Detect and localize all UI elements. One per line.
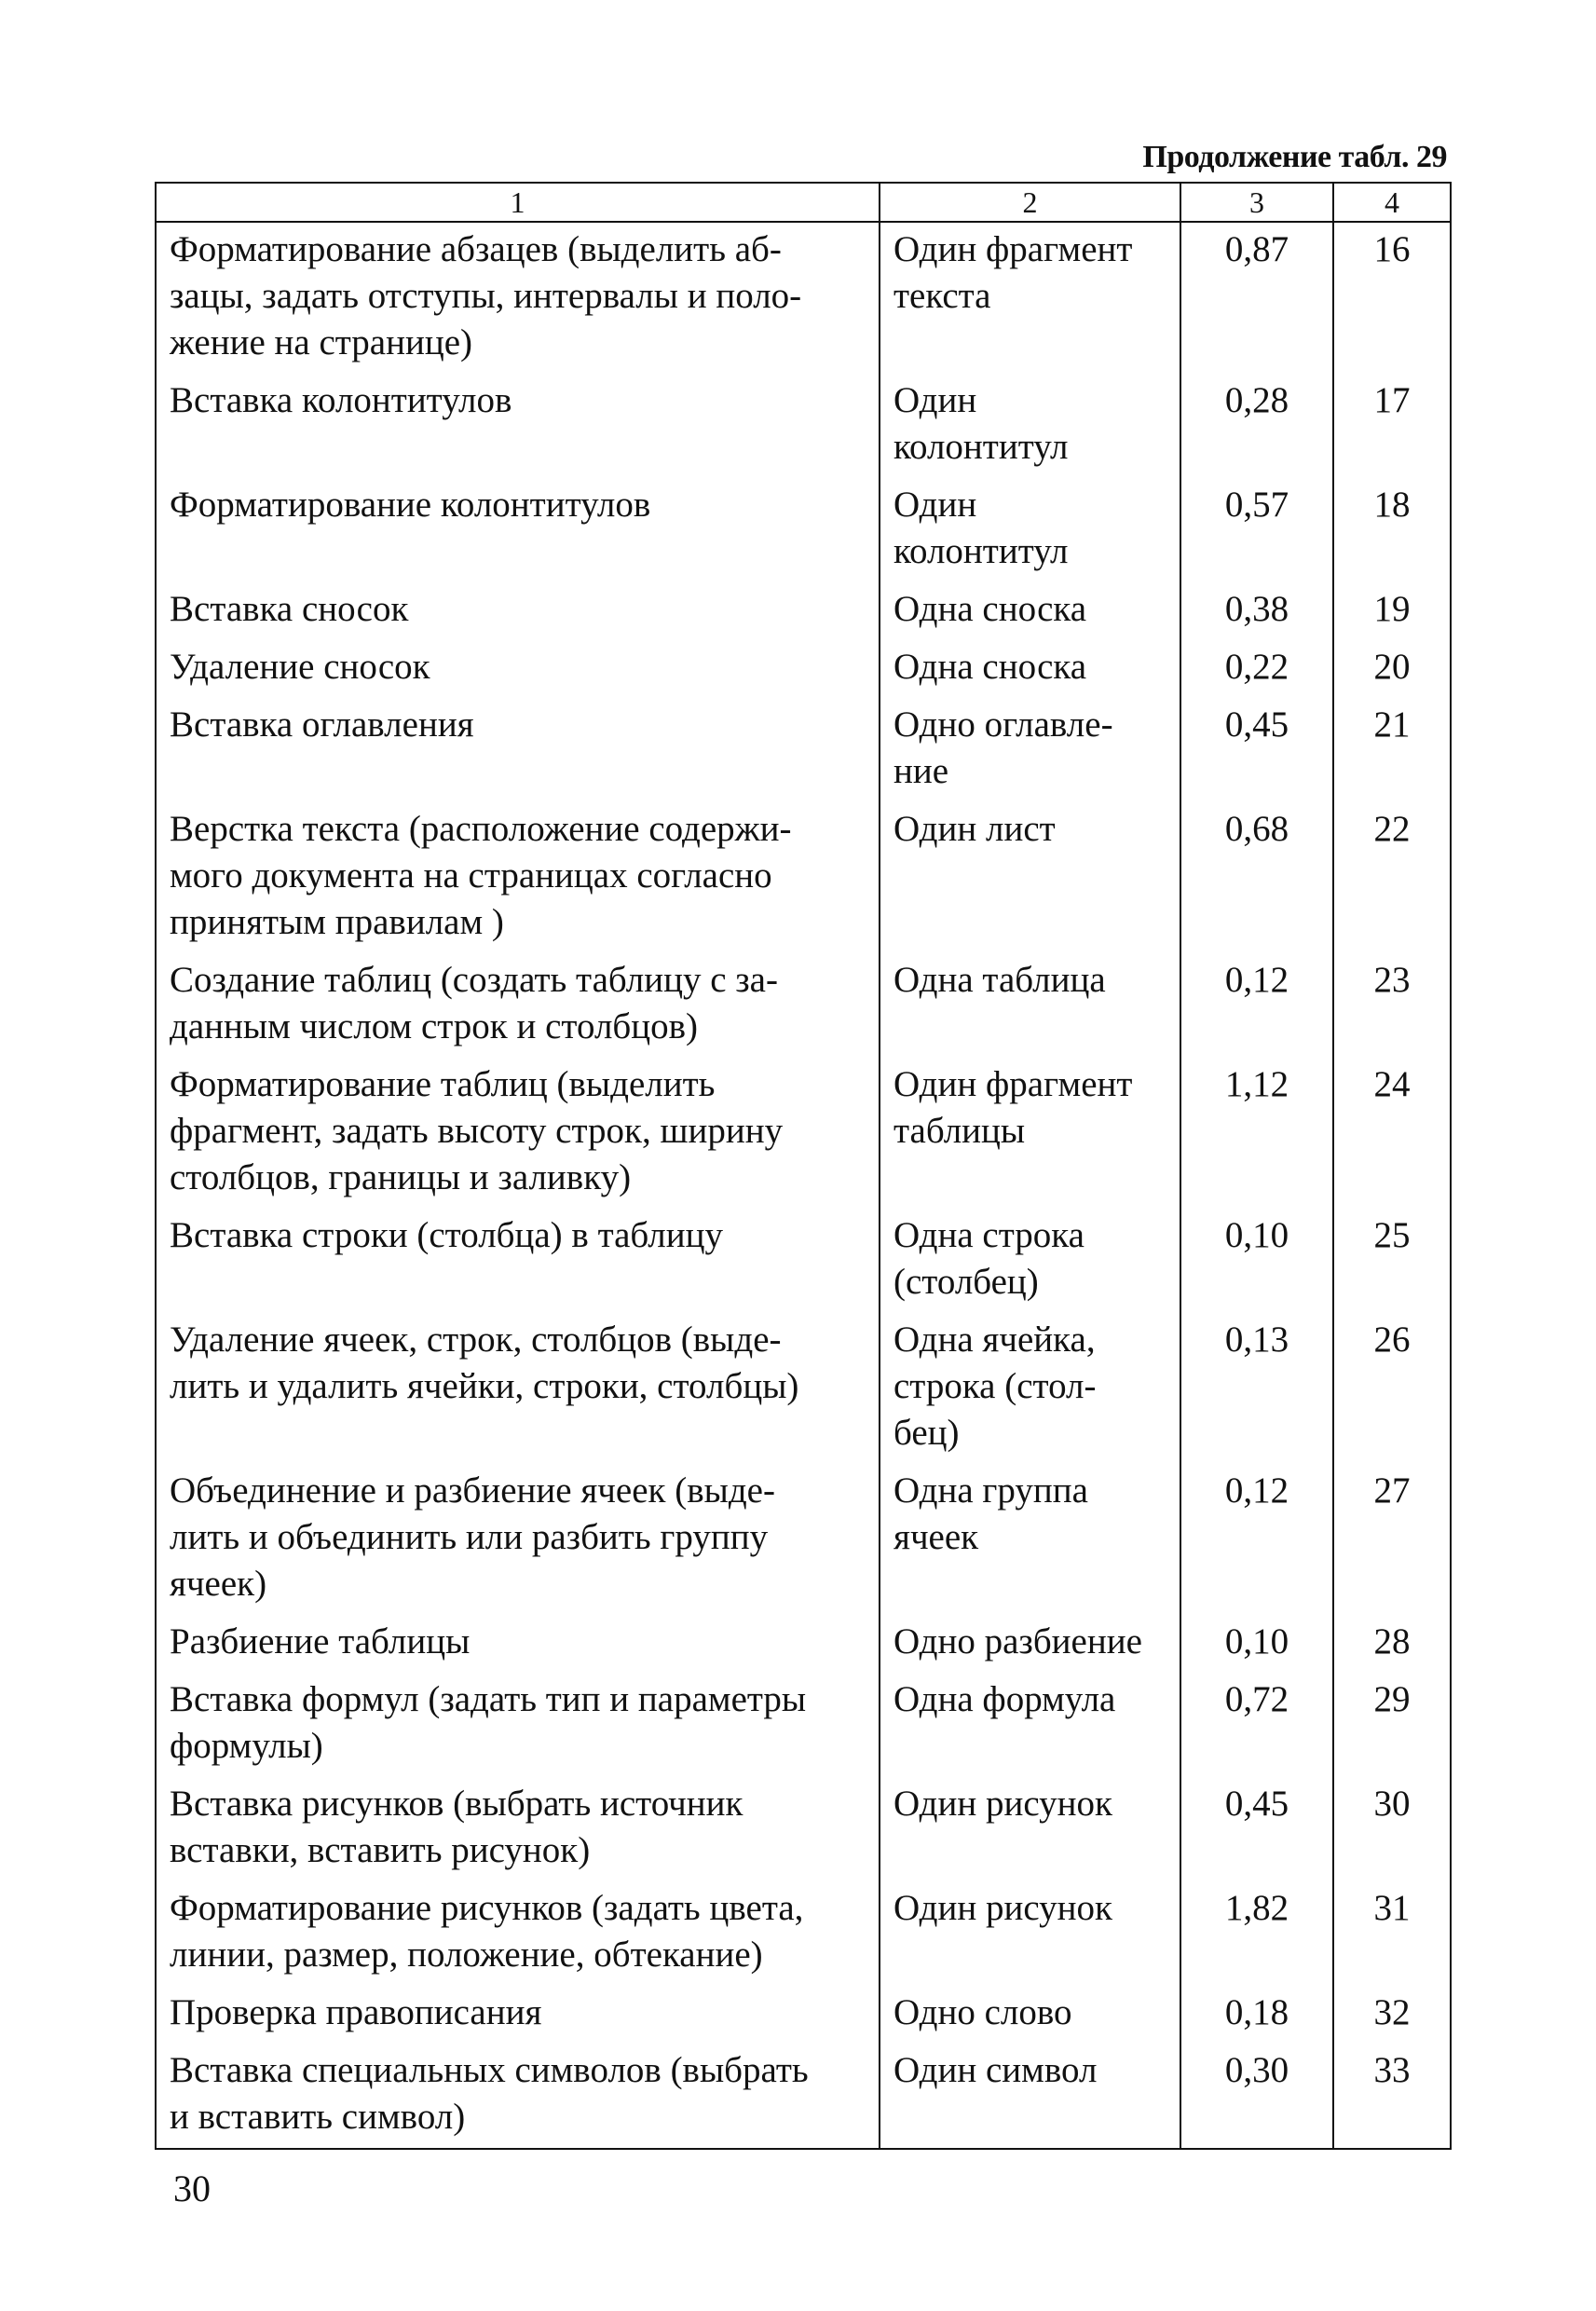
cell-number: 16: [1333, 222, 1451, 374]
table-row: [156, 478, 1451, 582]
cell-unit: Одна сноска: [880, 582, 1180, 640]
cell-unit: Одна ячейка, строка (стол- бец): [880, 1313, 1180, 1464]
column-header-4: 4: [1333, 183, 1451, 222]
cell-coefficient: 0,87: [1180, 222, 1333, 374]
cell-operation: Разбиение таблицы: [156, 1615, 880, 1673]
column-header-3: 3: [1180, 183, 1333, 222]
table-caption: Продолжение табл. 29: [1142, 140, 1447, 174]
page-number: 30: [173, 2167, 211, 2209]
norms-table: [155, 182, 1452, 2150]
cell-unit: Одна таблица: [880, 953, 1180, 1058]
cell-number: 30: [1333, 1777, 1451, 1881]
cell-coefficient: 0,68: [1180, 802, 1333, 953]
cell-coefficient: 0,10: [1180, 1615, 1333, 1673]
table-row: [156, 1986, 1451, 2044]
cell-coefficient: 0,30: [1180, 2044, 1333, 2149]
cell-operation: Вставка строки (столбца) в таблицу: [156, 1209, 880, 1313]
table-row: [156, 2044, 1451, 2149]
cell-unit: Одна формула: [880, 1673, 1180, 1777]
table-body: [156, 222, 1451, 2149]
cell-unit: Один фрагмент таблицы: [880, 1058, 1180, 1209]
table-row: [156, 374, 1451, 478]
cell-coefficient: 0,22: [1180, 640, 1333, 698]
cell-operation: Форматирование абзацев (выделить аб- зацы, задать отступы, интервалы и поло- жение на странице): [156, 222, 880, 374]
cell-unit: Одна строка (столбец): [880, 1209, 1180, 1313]
cell-unit: Один рисунок: [880, 1777, 1180, 1881]
table-row: [156, 640, 1451, 698]
cell-operation: Вставка рисунков (выбрать источник вставки, вставить рисунок): [156, 1777, 880, 1881]
table-row: [156, 1058, 1451, 1209]
cell-unit: Один рисунок: [880, 1881, 1180, 1986]
cell-operation: Вставка сносок: [156, 582, 880, 640]
cell-number: 32: [1333, 1986, 1451, 2044]
table-row: [156, 698, 1451, 802]
column-header-1: 1: [156, 183, 880, 222]
cell-number: 28: [1333, 1615, 1451, 1673]
cell-coefficient: 1,12: [1180, 1058, 1333, 1209]
cell-operation: Верстка текста (расположение содержи- мого документа на страницах согласно принятым правилам ): [156, 802, 880, 953]
table-row: [156, 1209, 1451, 1313]
cell-unit: Одно оглавле- ние: [880, 698, 1180, 802]
cell-coefficient: 0,57: [1180, 478, 1333, 582]
cell-coefficient: 0,10: [1180, 1209, 1333, 1313]
cell-number: 31: [1333, 1881, 1451, 1986]
cell-coefficient: 0,28: [1180, 374, 1333, 478]
cell-operation: Форматирование колонтитулов: [156, 478, 880, 582]
cell-unit: Один фрагмент текста: [880, 222, 1180, 374]
cell-unit: Один символ: [880, 2044, 1180, 2149]
cell-coefficient: 0,45: [1180, 698, 1333, 802]
cell-unit: Одно разбиение: [880, 1615, 1180, 1673]
table-row: [156, 1615, 1451, 1673]
table-row: [156, 953, 1451, 1058]
table-row: [156, 582, 1451, 640]
cell-operation: Форматирование таблиц (выделить фрагмент, задать высоту строк, ширину столбцов, границы и заливку): [156, 1058, 880, 1209]
cell-operation: Объединение и разбиение ячеек (выде- лить и объединить или разбить группу ячеек): [156, 1464, 880, 1615]
cell-unit: Одно слово: [880, 1986, 1180, 2044]
table-row: [156, 1881, 1451, 1986]
cell-coefficient: 0,45: [1180, 1777, 1333, 1881]
cell-number: 24: [1333, 1058, 1451, 1209]
cell-coefficient: 1,82: [1180, 1881, 1333, 1986]
cell-number: 17: [1333, 374, 1451, 478]
table-row: [156, 222, 1451, 374]
cell-operation: Вставка колонтитулов: [156, 374, 880, 478]
cell-number: 20: [1333, 640, 1451, 698]
cell-number: 18: [1333, 478, 1451, 582]
cell-coefficient: 0,13: [1180, 1313, 1333, 1464]
cell-unit: Один колонтитул: [880, 374, 1180, 478]
cell-operation: Создание таблиц (создать таблицу с за- данным числом строк и столбцов): [156, 953, 880, 1058]
table-row: [156, 802, 1451, 953]
cell-coefficient: 0,38: [1180, 582, 1333, 640]
cell-operation: Удаление сносок: [156, 640, 880, 698]
cell-operation: Вставка оглавления: [156, 698, 880, 802]
table-row: [156, 1777, 1451, 1881]
cell-number: 21: [1333, 698, 1451, 802]
cell-coefficient: 0,18: [1180, 1986, 1333, 2044]
cell-unit: Одна сноска: [880, 640, 1180, 698]
cell-number: 26: [1333, 1313, 1451, 1464]
cell-number: 29: [1333, 1673, 1451, 1777]
table-row: [156, 1313, 1451, 1464]
cell-number: 27: [1333, 1464, 1451, 1615]
cell-unit: Одна группа ячеек: [880, 1464, 1180, 1615]
table-row: [156, 1464, 1451, 1615]
cell-coefficient: 0,72: [1180, 1673, 1333, 1777]
cell-number: 22: [1333, 802, 1451, 953]
cell-coefficient: 0,12: [1180, 953, 1333, 1058]
cell-coefficient: 0,12: [1180, 1464, 1333, 1615]
cell-operation: Удаление ячеек, строк, столбцов (выде- лить и удалить ячейки, строки, столбцы): [156, 1313, 880, 1464]
cell-operation: Вставка формул (задать тип и параметры формулы): [156, 1673, 880, 1777]
cell-unit: Один лист: [880, 802, 1180, 953]
cell-number: 33: [1333, 2044, 1451, 2149]
table-header-row: [156, 183, 1451, 222]
cell-operation: Вставка специальных символов (выбрать и вставить символ): [156, 2044, 880, 2149]
cell-number: 23: [1333, 953, 1451, 1058]
table-row: [156, 1673, 1451, 1777]
cell-number: 25: [1333, 1209, 1451, 1313]
cell-number: 19: [1333, 582, 1451, 640]
cell-operation: Проверка правописания: [156, 1986, 880, 2044]
column-header-2: 2: [880, 183, 1180, 222]
cell-unit: Один колонтитул: [880, 478, 1180, 582]
cell-operation: Форматирование рисунков (задать цвета, линии, размер, положение, обтекание): [156, 1881, 880, 1986]
